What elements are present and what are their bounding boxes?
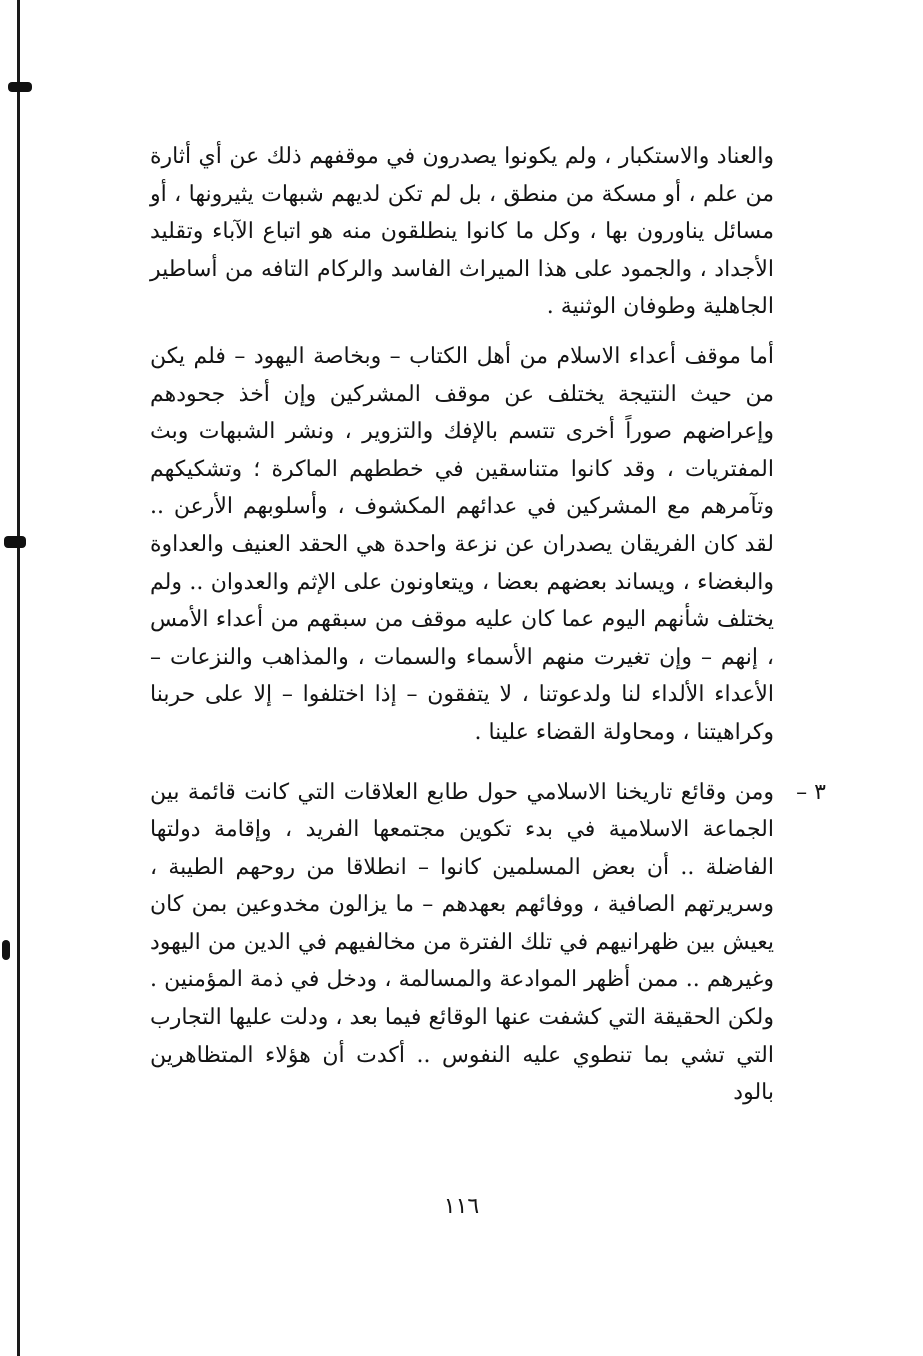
binding-mark [2, 940, 10, 960]
binding-mark [4, 536, 26, 548]
numbered-paragraph [150, 774, 826, 1112]
page-body [150, 138, 826, 1112]
binding-mark [8, 82, 32, 92]
paragraph-number: ٣ – [796, 779, 826, 805]
paragraph-historical-events: ومن وقائع تاريخنا الاسلامي حول طابع العلاقات التي كانت قائمة بين الجماعة الاسلامية في بدء تكوين مجتمعها الفريد ، وإقامة دولتها الفاضلة .. أن بعض المسلمين كانوا – انطلاقا من روحهم الطيبة ، وسريرتهم الصافية ، ووفائهم بعهدهم – ما يزالون مخدوعين بمن كان يعيش بين ظهرانيهم في تلك الفترة من مخالفيهم في الدين من اليهود وغيرهم .. ممن أظهر الموادعة والمسالمة ، ودخل في ذمة المؤمنين . ولكن الحقيقة التي كشفت عنها الوقائع فيما بعد ، ودلت عليها التجارب التي تشي بما تنطوي عليه النفوس .. أكدت أن هؤلاء المتظاهرين بالود [150, 779, 774, 1106]
page-number: ١١٦ [443, 1194, 480, 1219]
page-edge-rule [17, 0, 20, 1356]
paragraph-continuation: والعناد والاستكبار ، ولم يكونوا يصدرون في موقفهم ذلك عن أي أثارة من علم ، أو مسكة من منطق ، بل لم تكن لديهم شبهات يثيرونها ، أو مسائل يناورون بها ، وكل ما كانوا ينطلقون منه هو اتباع الآباء وتقليد الأجداد ، والجمود على هذا الميراث الفاسد والركام التافه من أساطير الجاهلية وطوفان الوثنية . [150, 144, 774, 320]
paragraph-people-of-book: أما موقف أعداء الاسلام من أهل الكتاب – وبخاصة اليهود – فلم يكن من حيث النتيجة يختلف عن موقف المشركين وإن أخذ جحودهم وإعراضهم صوراً أخرى تتسم بالإفك والتزوير ، ونشر الشبهات وبث المفتريات ، وقد كانوا متناسقين في خططهم الماكرة ؛ وتشكيكهم وتآمرهم مع المشركين في عدائهم المكشوف ، وأسلوبهم الأرعن .. لقد كان الفريقان يصدران عن نزعة واحدة هي الحقد العنيف والعداوة والبغضاء ، ويساند بعضهم بعضا ، ويتعاونون على الإثم والعدوان .. ولم يختلف شأنهم اليوم عما كان عليه موقف من سبقهم من أعداء الأمس ، إنهم – وإن تغيرت منهم الأسماء والسمات ، والمذاهب والنزعات – الأعداء الألداء لنا ولدعوتنا ، لا يتفقون – إذا اختلفوا – إلا على حربنا وكراهيتنا ، ومحاولة القضاء علينا . [150, 343, 774, 745]
